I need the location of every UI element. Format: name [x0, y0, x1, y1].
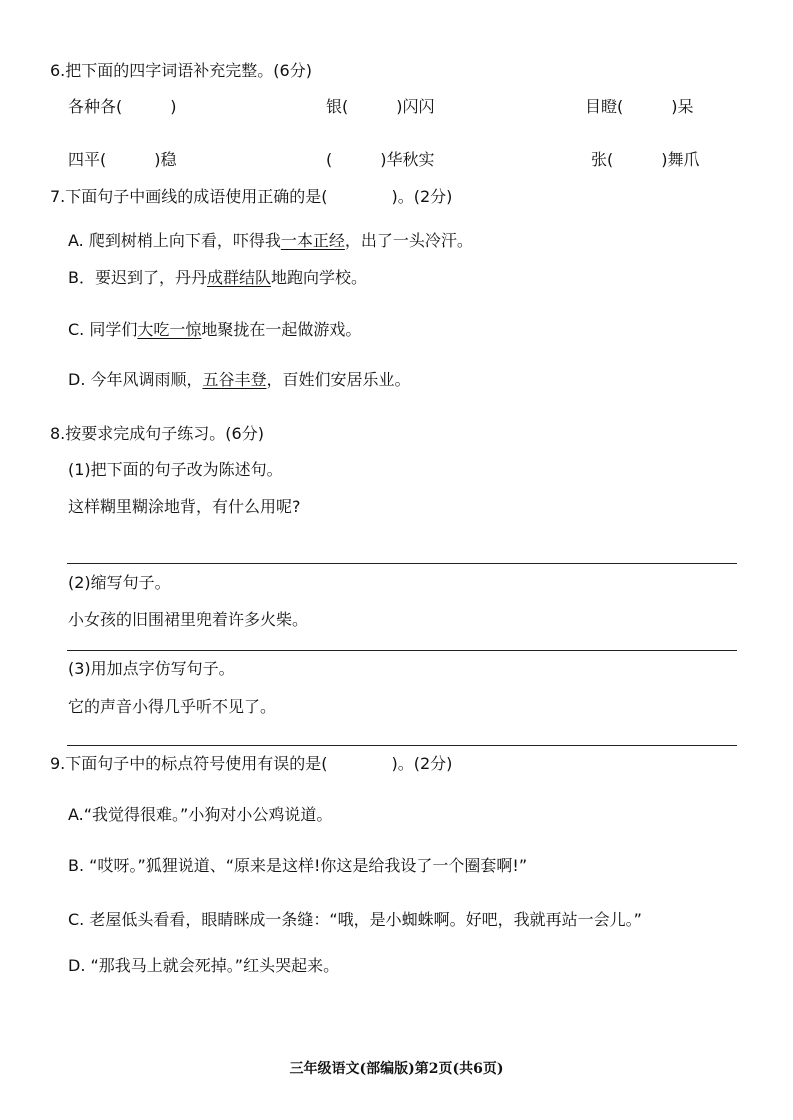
q8-sub2-label: (2)缩写句子。 — [68, 573, 171, 592]
q6-title: 6.把下面的四字词语补充完整。(6分) — [50, 61, 312, 80]
q9-title: 9.下面句子中的标点符号使用有误的是( )。(2分) — [50, 754, 453, 773]
q9-option-b: B. “哎呀。”狐狸说道、“原来是这样!你这是给我设了一个圈套啊!” — [68, 856, 528, 875]
q6-item-5: ( )华秋实 — [326, 150, 435, 169]
q8-sub3-label: (3)用加点字仿写句子。 — [68, 659, 235, 678]
q6-item-1: 各种各( ) — [68, 97, 177, 116]
q7-option-b — [68, 268, 367, 288]
q7-a-text: A. 爬到树梢上向下看，吓得我 — [68, 231, 281, 250]
q7-option-a — [68, 231, 473, 251]
q7-d-underlined-idiom: 五谷丰登 — [202, 370, 267, 389]
q7-option-c — [68, 320, 361, 340]
q7-option-d — [68, 370, 411, 390]
q7-a-text-end: ，出了一头冷汗。 — [344, 231, 473, 250]
q7-c-underlined-idiom: 大吃一惊 — [137, 320, 202, 339]
q6-item-6: 张( )舞爪 — [591, 150, 700, 169]
q9-option-d: D. “那我马上就会死掉。”红头哭起来。 — [68, 956, 340, 975]
q7-b-text-end: 地跑向学校。 — [271, 268, 368, 287]
q8-title: 8.按要求完成句子练习。(6分) — [50, 424, 264, 443]
q9-option-c: C. 老屋低头看看，眼睛眯成一条缝：“哦，是小蜘蛛啊。好吧，我就再站一会儿。” — [68, 910, 642, 929]
q9-option-a: A.“我觉得很难。”小狗对小公鸡说道。 — [68, 805, 333, 824]
q7-d-text-end: ，百姓们安居乐业。 — [266, 370, 411, 389]
q8-sub2-sentence: 小女孩的旧围裙里兜着许多火柴。 — [68, 610, 309, 629]
q6-item-4: 四平( )稳 — [68, 150, 177, 169]
q8-answer-line-3[interactable] — [67, 745, 737, 746]
q6-item-3: 目瞪( )呆 — [585, 97, 694, 116]
q8-sub1-sentence: 这样糊里糊涂地背，有什么用呢? — [68, 497, 301, 516]
q7-b-underlined-idiom: 成群结队 — [206, 268, 271, 287]
q7-d-text: D. 今年风调雨顺， — [68, 370, 203, 389]
q7-c-text-end: 地聚拢在一起做游戏。 — [201, 320, 362, 339]
q8-answer-line-1[interactable] — [67, 563, 737, 564]
q7-b-text: B．要迟到了，丹丹 — [68, 268, 207, 287]
page-footer: 三年级语文(部编版)第2页(共6页) — [289, 1061, 504, 1077]
q8-sub3-sentence: 它的声音小得几乎听不见了。 — [68, 697, 277, 716]
q7-title: 7.下面句子中画线的成语使用正确的是( )。(2分) — [50, 187, 453, 206]
q7-c-text: C. 同学们 — [68, 320, 138, 339]
q8-sub1-label: (1)把下面的句子改为陈述句。 — [68, 460, 283, 479]
q6-item-2: 银( )闪闪 — [326, 97, 435, 116]
q8-answer-line-2[interactable] — [67, 650, 737, 651]
q7-a-underlined-idiom: 一本正经 — [280, 231, 345, 250]
